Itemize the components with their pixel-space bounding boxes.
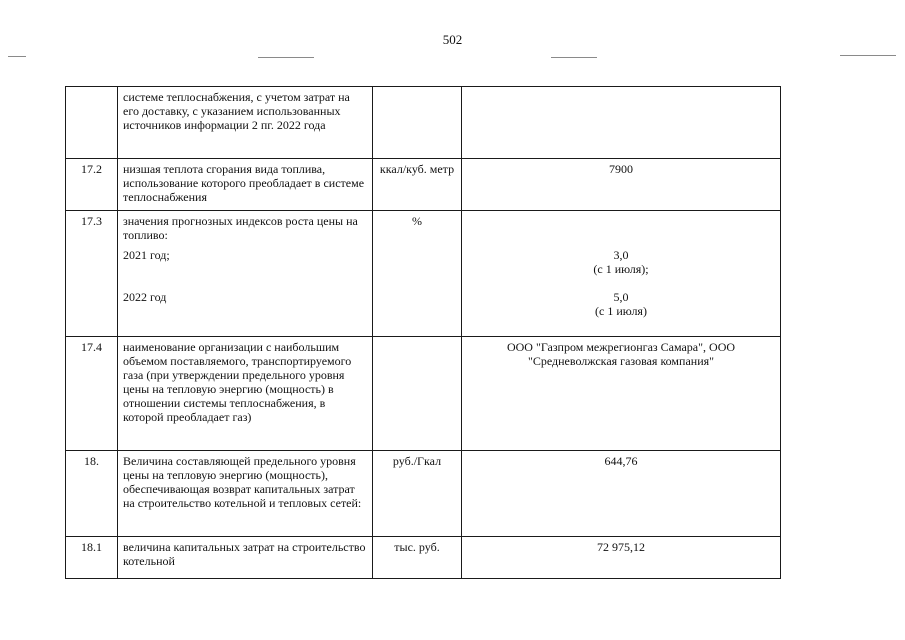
row-value: 644,76 — [462, 451, 781, 537]
row-description: низшая теплота сгорания вида топлива, использование которого преобладает в системе теплоснабжения — [118, 159, 373, 211]
table-row — [66, 159, 781, 211]
row-number: 17.4 — [66, 337, 118, 451]
row-value: 7900 — [462, 159, 781, 211]
scan-artifact-line — [8, 56, 26, 57]
table-row — [66, 537, 781, 579]
row-number — [66, 87, 118, 159]
row-unit: руб./Гкал — [373, 451, 462, 537]
row-unit — [373, 87, 462, 159]
row-description — [118, 211, 373, 337]
row-unit — [373, 337, 462, 451]
page-number: 502 — [442, 32, 463, 47]
scan-artifact-line — [551, 57, 597, 58]
row-value — [462, 87, 781, 159]
row-number: 18. — [66, 451, 118, 537]
value-2022: 5,0 — [613, 290, 629, 304]
row-value: ООО "Газпром межрегионгаз Самара", ООО "Средневолжская газовая компания" — [462, 337, 781, 451]
scan-artifact-line — [840, 55, 896, 56]
table-row — [66, 211, 781, 337]
row-unit: тыс. руб. — [373, 537, 462, 579]
year-label-2022: 2022 год — [123, 290, 167, 304]
row-number: 17.2 — [66, 159, 118, 211]
row-number: 17.3 — [66, 211, 118, 337]
row-description: системе теплоснабжения, с учетом затрат на его доставку, с указанием использованных источников информации 2 пг. 2022 года — [118, 87, 373, 159]
row-description: Величина составляющей предельного уровня цены на тепловую энергию (мощность), обеспечивающая возврат капитальных затрат на строительство котельной и тепловых сетей: — [118, 451, 373, 537]
row-description: величина капитальных затрат на строительство котельной — [118, 537, 373, 579]
row-unit: % — [373, 211, 462, 337]
value-2021: 3,0 — [613, 248, 629, 262]
scan-artifact-line — [258, 57, 314, 58]
year-label-2021: 2021 год; — [123, 248, 170, 262]
row-description: наименование организации с наибольшим объемом поставляемого, транспортируемого газа (при утверждении предельного уровня цены на тепловую энергию (мощность) в отношении системы теплоснабжения, в которой преобладает газ) — [118, 337, 373, 451]
row-unit: ккал/куб. метр — [373, 159, 462, 211]
row-value: 72 975,12 — [462, 537, 781, 579]
value-2021-note: (с 1 июля); — [593, 262, 649, 276]
row-value — [462, 211, 781, 337]
row-description-text: значения прогнозных индексов роста цены на топливо: — [123, 214, 358, 242]
tariff-parameters-table — [65, 86, 781, 579]
row-number: 18.1 — [66, 537, 118, 579]
value-2022-note: (с 1 июля) — [595, 304, 647, 318]
table-row — [66, 87, 781, 159]
table-row — [66, 337, 781, 451]
table-row — [66, 451, 781, 537]
